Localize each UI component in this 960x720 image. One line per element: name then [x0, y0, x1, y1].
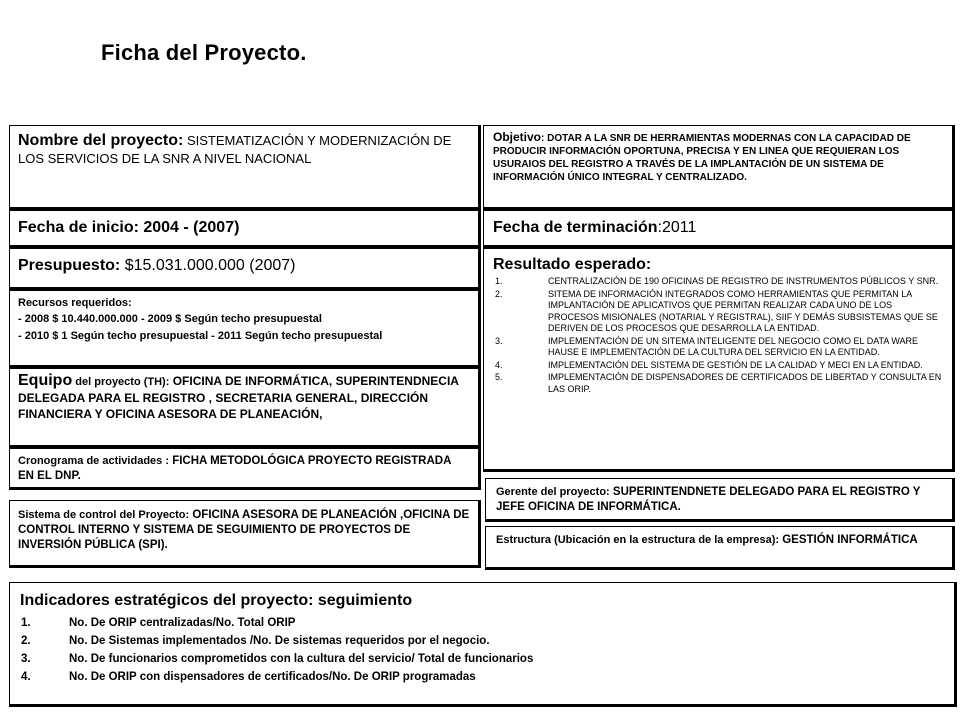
list-item: 2. SITEMA DE INFORMACIÓN INTEGRADOS COMO HERRAMIENTAS QUE PERMITAN LA IMPLANTACIÓN DE APLICATIVOS QUE PERMITAN REALIZAR CADA UNO DE LOS PROCESOS MISIONALES (NOTARIAL Y REGISTRAL), SIIF Y DEMÁS SUBSISTEMAS QUE SE DERIVEN DE LOS PROCESOS QUE DESARROLLA LA ENTIDAD. — [495, 288, 938, 333]
expected-results-label: Resultado esperado: — [493, 256, 652, 273]
team-value: OFICINA DE INFORMÁTICA, SUPERINTENDNECIA DELEGADA PARA EL REGISTRO , SECRETARIA GENERAL, DIRECCIÓN FINANCIERA Y OFICINA ASESORA DE PLANEACIÓN, — [18, 374, 459, 421]
list-item: 3. No. De funcionarios comprometidos con la cultura del servicio/ Total de funcionarios — [21, 653, 534, 665]
page-title: Ficha del Proyecto. — [101, 40, 307, 65]
start-date-text: Fecha de inicio: 2004 - (2007) — [18, 219, 240, 236]
team-sublabel: del proyecto (TH): — [72, 376, 170, 388]
team-label: Equipo — [18, 372, 73, 389]
manager-value: SUPERINTENDNETE DELEGADO PARA EL REGISTRO Y JEFE OFICINA DE INFORMÁTICA. — [496, 486, 921, 513]
list-item: 1. CENTRALIZACIÓN DE 190 OFICINAS DE REGISTRO DE INSTRUMENTOS PÚBLICOS Y SNR. — [495, 276, 939, 286]
resources-line-1: - 2008 $ 10.440.000.000 - 2009 $ Según techo presupuestal — [18, 313, 322, 325]
schedule-box — [9, 448, 481, 490]
indicators-box — [9, 582, 957, 707]
list-item: 1. No. De ORIP centralizadas/No. Total ORIP — [21, 617, 296, 629]
manager-box — [485, 478, 955, 522]
end-date-value: :2011 — [657, 219, 697, 236]
list-item: 2. No. De Sistemas implementados /No. De sistemas requeridos por el negocio. — [21, 635, 490, 647]
resources-line-2: - 2010 $ 1 Según techo presupuestal - 2011 Según techo presupuestal — [18, 330, 383, 342]
budget-value: $15.031.000.000 (2007) — [120, 257, 296, 274]
structure-label: Estructura (Ubicación en la estructura de la empresa): — [496, 534, 780, 546]
end-date-box — [483, 210, 955, 248]
control-system-label: Sistema de control del Proyecto: — [18, 509, 190, 521]
budget-label: Presupuesto: — [18, 257, 121, 274]
project-name-label: Nombre del proyecto: — [18, 132, 184, 149]
control-system-box — [9, 500, 481, 568]
schedule-label: Cronograma de actividades : — [18, 455, 169, 467]
end-date-label: Fecha de terminación — [493, 219, 658, 236]
list-item: 4. IMPLEMENTACIÓN DEL SISTEMA DE GESTIÓN DE LA CALIDAD Y MECI EN LA ENTIDAD. — [495, 359, 923, 370]
indicators-label: Indicadores estratégicos del proyecto: seguimiento — [20, 592, 413, 609]
expected-results-list — [493, 276, 943, 395]
start-date-box — [9, 210, 481, 248]
project-name-value: SISTEMATIZACIÓN Y MODERNIZACIÓN DE LOS SERVICIOS DE LA SNR A NIVEL NACIONAL — [18, 133, 452, 166]
expected-results-box — [483, 248, 955, 472]
budget-box — [9, 248, 481, 290]
objective-box — [483, 125, 955, 210]
schedule-value: FICHA METODOLÓGICA PROYECTO REGISTRADA EN EL DNP. — [18, 455, 451, 482]
control-system-value: OFICINA ASESORA DE PLANEACIÓN ,OFICINA DE CONTROL INTERNO Y SISTEMA DE SEGUIMIENTO DE PROYECTOS DE INVERSIÓN PÚBLICA (SPI). — [18, 509, 470, 551]
resources-label: Recursos requeridos: — [18, 297, 132, 309]
list-item: 3. IMPLEMENTACIÓN DE UN SITEMA INTELIGENTE DEL NEGOCIO COMO EL DATA WARE HAUSE E IMPLEMENTACIÓN DE LA CULTURA DEL SERVICIO EN LA ENTIDAD. — [495, 335, 919, 357]
structure-box — [485, 526, 955, 570]
objective-label: Objetivo — [493, 130, 542, 144]
resources-box — [9, 290, 481, 368]
team-box — [9, 368, 481, 448]
manager-label: Gerente del proyecto: — [496, 486, 610, 498]
list-item: 5. IMPLEMENTACIÓN DE DISPENSADORES DE CERTIFICADOS DE LIBERTAD Y CONSULTA EN LAS ORIP. — [495, 372, 942, 394]
project-name-box — [9, 125, 481, 210]
list-item: 4. No. De ORIP con dispensadores de certificados/No. De ORIP programadas — [21, 671, 476, 683]
indicators-list — [20, 614, 944, 686]
objective-value: : DOTAR A LA SNR DE HERRAMIENTAS MODERNAS CON LA CAPACIDAD DE PRODUCIR INFORMACIÓN OPORTUNA, PRECISA Y EN LINEA QUE REQUIERAN LOS USURAIOS DEL REGISTRO A TRAVÉS DE LA IMPLANTACIÓN DE UN SISTEMA DE INFORMACIÓN ÚNICO INTEGRAL Y CENTRALIZADO. — [493, 133, 911, 183]
structure-value: GESTIÓN INFORMÁTICA — [779, 534, 918, 546]
